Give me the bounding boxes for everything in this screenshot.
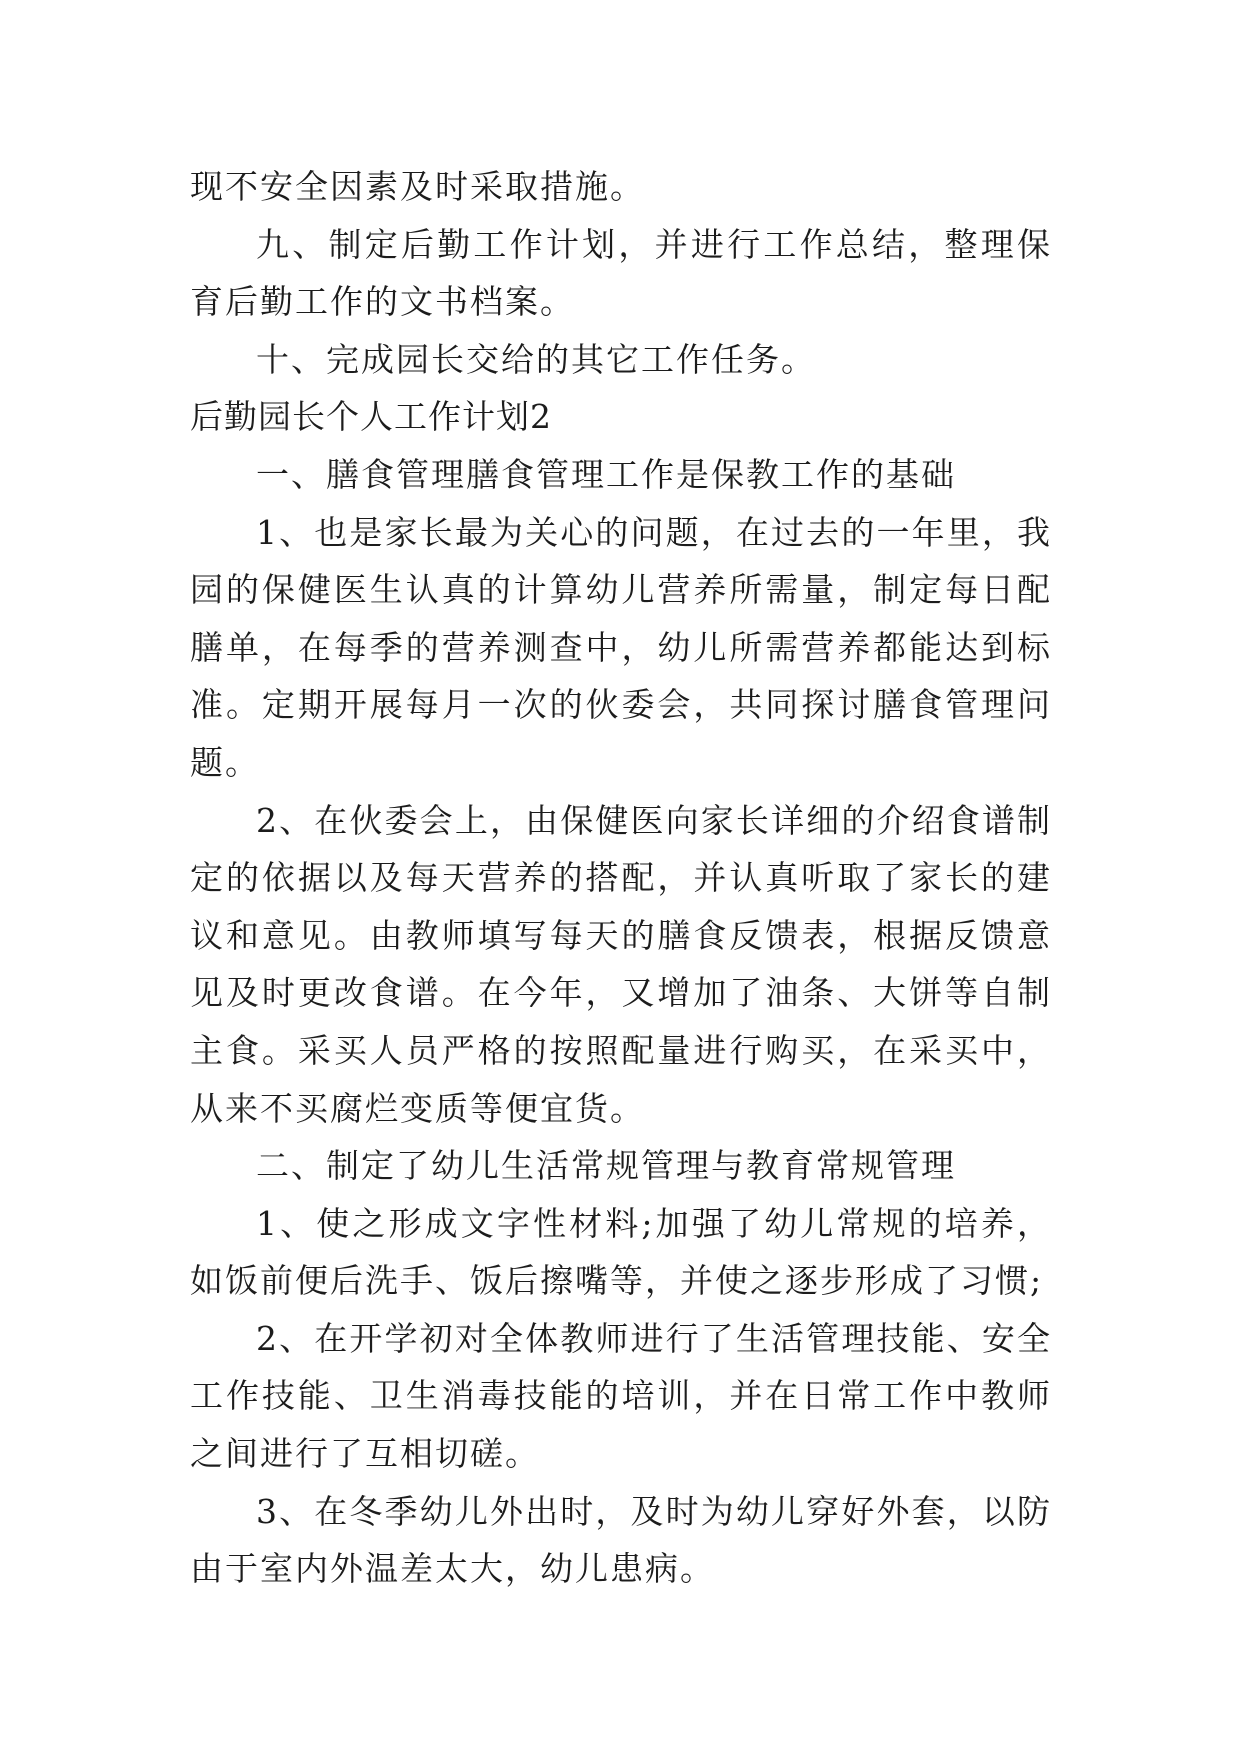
- paragraph-point-2b: 2、在开学初对全体教师进行了生活管理技能、安全工作技能、卫生消毒技能的培训，并在日常工作中教师之间进行了互相切磋。: [190, 1318, 1052, 1474]
- paragraph-section-one: 一、膳食管理膳食管理工作是保教工作的基础: [256, 454, 956, 494]
- section-heading: 后勤园长个人工作计划2: [190, 397, 552, 437]
- paragraph-section-two: 二、制定了幼儿生活常规管理与教育常规管理: [256, 1146, 956, 1186]
- paragraph-item-nine: 九、制定后勤工作计划，并进行工作总结，整理保育后勤工作的文书档案。: [190, 224, 1052, 322]
- paragraph-point-1b: 1、使之形成文字性材料;加强了幼儿常规的培养，如饭前便后洗手、饭后擦嘴等，并使之逐步形成了习惯;: [190, 1203, 1052, 1301]
- paragraph-point-2: 2、在伙委会上，由保健医向家长详细的介绍食谱制定的依据以及每天营养的搭配，并认真听取了家长的建议和意见。由教师填写每天的膳食反馈表，根据反馈意见及时更改食谱。在今年，又增加了油条、大饼等自制主食。采买人员严格的按照配量进行购买，在采买中，从来不买腐烂变质等便宜货。: [190, 800, 1052, 1128]
- paragraph-point-1: 1、也是家长最为关心的问题，在过去的一年里，我园的保健医生认真的计算幼儿营养所需量，制定每日配膳单，在每季的营养测查中，幼儿所需营养都能达到标准。定期开展每月一次的伙委会，共同探讨膳食管理问题。: [190, 512, 1052, 782]
- paragraph-continuation: 现不安全因素及时采取措施。: [190, 167, 645, 206]
- paragraph-item-ten: 十、完成园长交给的其它工作任务。: [256, 339, 816, 379]
- paragraph-point-3b: 3、在冬季幼儿外出时，及时为幼儿穿好外套，以防由于室内外温差太大，幼儿患病。: [190, 1491, 1052, 1589]
- document-body: [190, 158, 1052, 1598]
